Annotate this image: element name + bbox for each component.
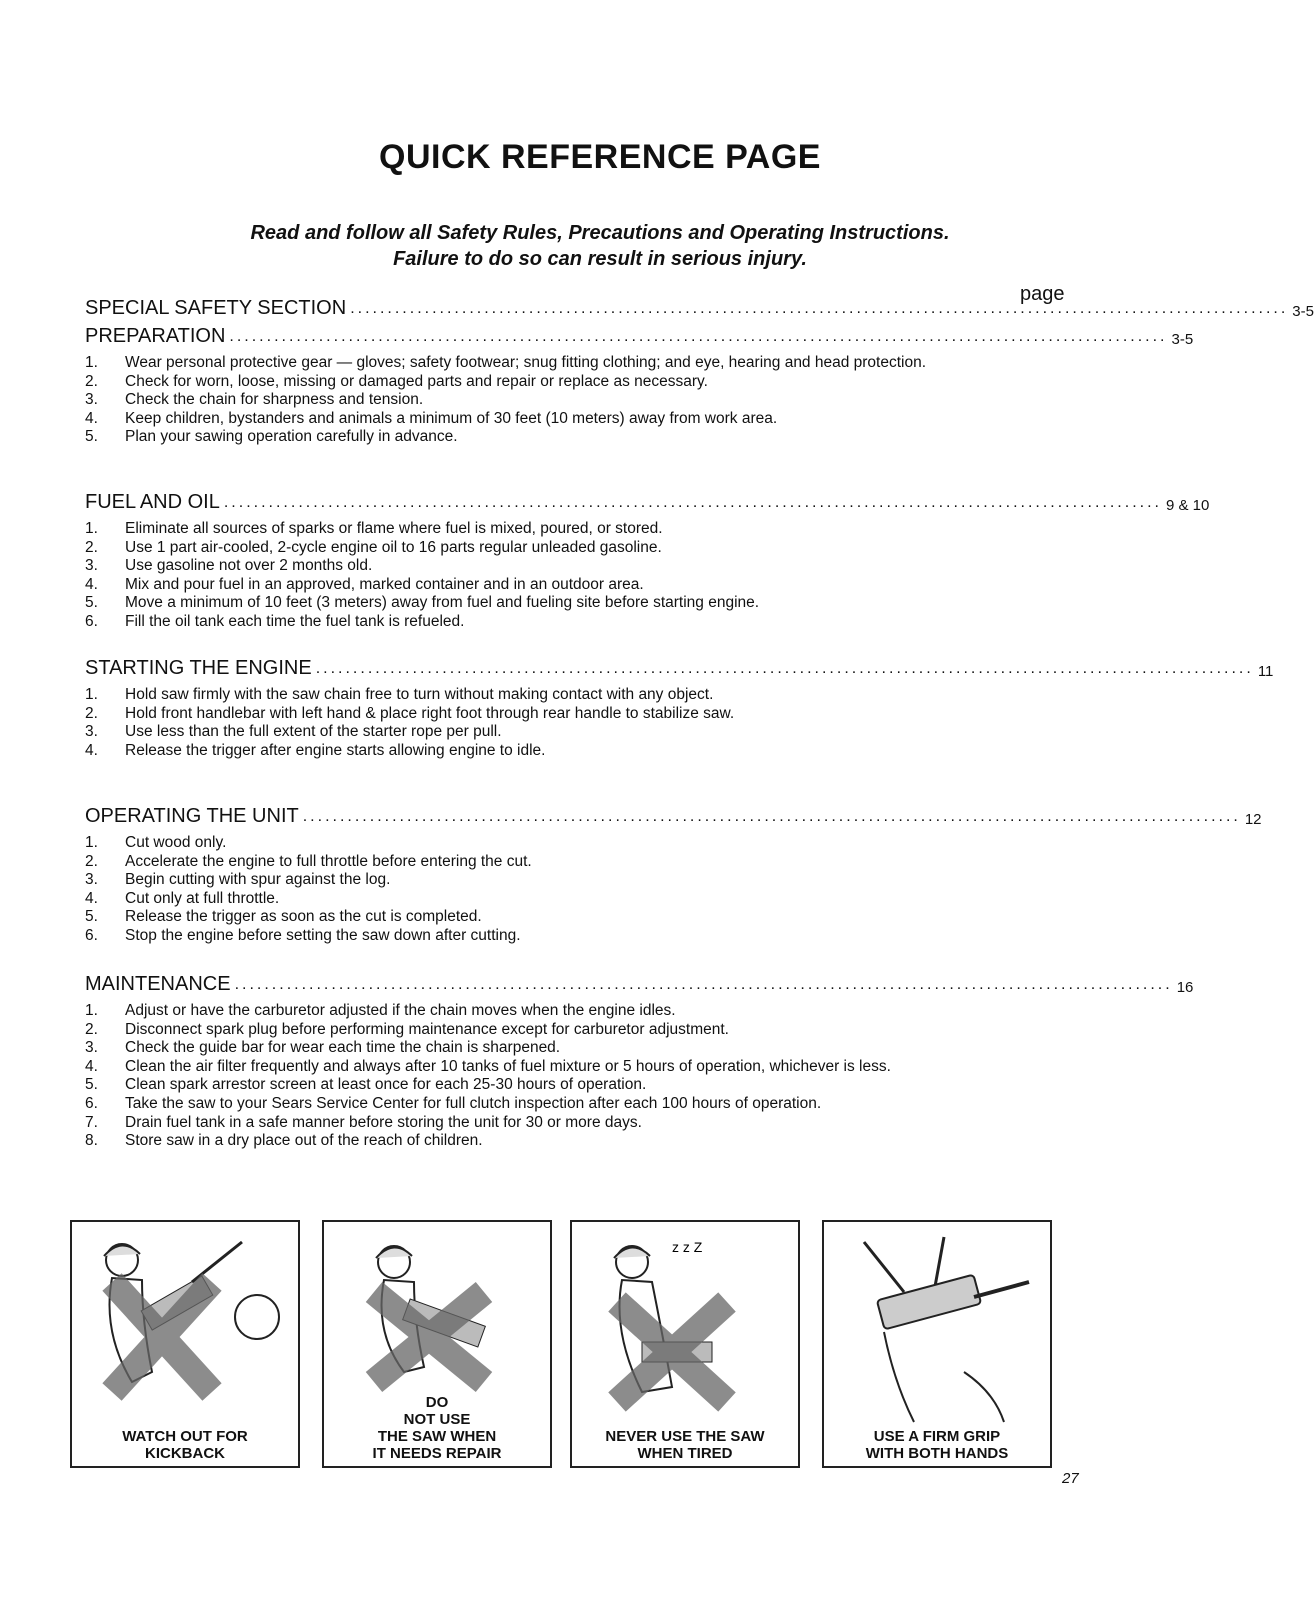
panel-caption: NEVER USE THE SAW WHEN TIRED bbox=[605, 1428, 765, 1462]
section-page: 16 bbox=[1176, 979, 1194, 996]
list-item: 1. Cut wood only. bbox=[85, 834, 227, 851]
list-item: 4. Release the trigger after engine starts allowing engine to idle. bbox=[85, 741, 546, 759]
list-item: 3. Check the chain for sharpness and tension. bbox=[85, 391, 424, 409]
section-operating-unit: OPERATING THE UNIT .............................................................................................................................. 12 1. Cut wood only. 2. Accelerate the engine to full throttle before entering the cut. 3. Begin cutting with spur against the log. 4. Cut only at full throttle. 5. Release the trigger as soon as the cut is completed. 6. Stop the engine before setting the saw down after cutting. bbox=[85, 805, 1262, 944]
list-item: 2. Accelerate the engine to full throttle before entering the cut. bbox=[85, 852, 532, 870]
list-item: 7. Drain fuel tank in a safe manner before storing the unit for 30 or more days. bbox=[85, 1113, 642, 1131]
panel-caption: DO NOT USE THE SAW WHEN IT NEEDS REPAIR bbox=[372, 1394, 502, 1462]
page-column-label: page bbox=[1020, 283, 1065, 305]
list-item: 1. Eliminate all sources of sparks or flame where fuel is mixed, poured, or stored. bbox=[85, 520, 663, 537]
section-maintenance: MAINTENANCE .............................................................................................................................. 16 1. Adjust or have the carburetor adjusted if the chain moves when the engine idles. 2. Disconnect spark plug before performing maintenance except for carburetor adjustment. 3. Check the guide bar for wear each time the chain is sharpened. 4. Clean the air filter frequently and always after 10 tanks of fuel mixture or 5 hours of operation, whichever is less. 5. Clean spark arrestor screen at least once for each 25-30 hours of operation. 6. Take the saw to your Sears Service Center for full clutch inspection after each 100 hours of operation. 7. Drain fuel tank in a safe manner before storing the unit for 30 or more days. 8. Store saw in a dry place out of the reach of children. bbox=[85, 973, 1194, 1150]
warning-line-2: Failure to do so can result in serious injury. bbox=[393, 248, 807, 270]
list-item: 5. Plan your sawing operation carefully in advance. bbox=[85, 428, 458, 446]
section-title: FUEL AND OIL bbox=[85, 491, 220, 513]
section-special-safety: SPECIAL SAFETY SECTION .............................................................................................................................. 3-5 bbox=[85, 297, 1314, 320]
page-number: 27 bbox=[1062, 1470, 1079, 1487]
section-title: SPECIAL SAFETY SECTION bbox=[85, 297, 347, 319]
svg-text:z z Z: z z Z bbox=[672, 1239, 703, 1255]
list-item: 4. Mix and pour fuel in an approved, marked container and in an outdoor area. bbox=[85, 575, 644, 593]
list-item: 4. Keep children, bystanders and animals a minimum of 30 feet (10 meters) away from work area. bbox=[85, 409, 778, 427]
section-page: 12 bbox=[1244, 811, 1262, 828]
panel-repair bbox=[322, 1220, 552, 1468]
section-title: MAINTENANCE bbox=[85, 973, 231, 995]
section-page: 3-5 bbox=[1171, 331, 1194, 348]
section-page: 11 bbox=[1257, 663, 1274, 680]
section-title: PREPARATION bbox=[85, 325, 226, 347]
list-item: 4. Cut only at full throttle. bbox=[85, 889, 280, 907]
list-item: 5. Clean spark arrestor screen at least once for each 25-30 hours of operation. bbox=[85, 1076, 647, 1094]
section-fuel-and-oil: FUEL AND OIL .............................................................................................................................. 9 & 10 1. Eliminate all sources of sparks or flame where fuel is mixed, poured, or stored. 2. Use 1 part air-cooled, 2-cycle engine oil to 16 parts regular unleaded gasoline. 3. Use gasoline not over 2 months old. 4. Mix and pour fuel in an approved, marked container and in an outdoor area. 5. Move a minimum of 10 feet (3 meters) away from fuel and fueling site before starting engine. 6. Fill the oil tank each time the fuel tank is refueled. bbox=[85, 491, 1210, 630]
panel-kickback bbox=[70, 1220, 300, 1468]
list-item: 1. Adjust or have the carburetor adjusted if the chain moves when the engine idles. bbox=[85, 1002, 676, 1019]
list-item: 3. Use gasoline not over 2 months old. bbox=[85, 557, 373, 575]
panel-firm-grip bbox=[822, 1220, 1052, 1468]
section-page: 9 & 10 bbox=[1165, 497, 1210, 514]
operating-list bbox=[85, 834, 1075, 946]
section-page: 3-5 bbox=[1292, 303, 1314, 320]
panel-tired bbox=[570, 1220, 800, 1468]
list-item: 2. Use 1 part air-cooled, 2-cycle engine oil to 16 parts regular unleaded gasoline. bbox=[85, 538, 662, 556]
list-item: 6. Fill the oil tank each time the fuel tank is refueled. bbox=[85, 612, 465, 630]
preparation-list bbox=[85, 354, 1075, 447]
safety-illustrations bbox=[70, 1220, 1060, 1470]
list-item: 3. Begin cutting with spur against the log. bbox=[85, 871, 391, 889]
panel-caption: USE A FIRM GRIP WITH BOTH HANDS bbox=[865, 1428, 1009, 1462]
list-item: 8. Store saw in a dry place out of the reach of children. bbox=[85, 1132, 483, 1150]
list-item: 1. Hold saw firmly with the saw chain free to turn without making contact with any object. bbox=[85, 686, 714, 703]
list-item: 1. Wear personal protective gear — gloves; safety footwear; snug fitting clothing; and eye, hearing and head protection. bbox=[85, 354, 927, 371]
list-item: 4. Clean the air filter frequently and always after 10 tanks of fuel mixture or 5 hours of operation, whichever is less. bbox=[85, 1057, 891, 1075]
list-item: 2. Hold front handlebar with left hand & place right foot through rear handle to stabilize saw. bbox=[85, 704, 735, 722]
section-starting-engine: STARTING THE ENGINE .............................................................................................................................. 11 1. Hold saw firmly with the saw chain free to turn without making contact with any object. 2. Hold front handlebar with left hand & place right foot through rear handle to stabilize saw. 3. Use less than the full extent of the starter rope per pull. 4. Release the trigger after engine starts allowing engine to idle. bbox=[85, 657, 1274, 759]
list-item: 3. Check the guide bar for wear each time the chain is sharpened. bbox=[85, 1039, 561, 1057]
warning-line-1: Read and follow all Safety Rules, Precautions and Operating Instructions. bbox=[250, 222, 950, 244]
panel-caption: WATCH OUT FOR KICKBACK bbox=[122, 1428, 248, 1462]
fuel-list bbox=[85, 520, 1075, 632]
maintenance-list bbox=[85, 1002, 1075, 1151]
starting-list bbox=[85, 686, 1075, 760]
safety-warning bbox=[0, 220, 1200, 272]
list-item: 2. Check for worn, loose, missing or damaged parts and repair or replace as necessary. bbox=[85, 372, 708, 390]
list-item: 2. Disconnect spark plug before performing maintenance except for carburetor adjustment. bbox=[85, 1020, 729, 1038]
section-title: OPERATING THE UNIT bbox=[85, 805, 299, 827]
list-item: 3. Use less than the full extent of the starter rope per pull. bbox=[85, 723, 502, 741]
list-item: 5. Move a minimum of 10 feet (3 meters) away from fuel and fueling site before starting engine. bbox=[85, 594, 760, 612]
page-title: QUICK REFERENCE PAGE bbox=[379, 138, 821, 176]
list-item: 6. Stop the engine before setting the saw down after cutting. bbox=[85, 926, 521, 944]
list-item: 5. Release the trigger as soon as the cut is completed. bbox=[85, 908, 482, 926]
list-item: 6. Take the saw to your Sears Service Center for full clutch inspection after each 100 hours of operation. bbox=[85, 1094, 822, 1112]
section-preparation: PREPARATION .............................................................................................................................. 3-5 1. Wear personal protective gear — gloves; safety footwear; snug fitting clothing; and eye, hearing and head protection. 2. Check for worn, loose, missing or damaged parts and repair or replace as necessary. 3. Check the chain for sharpness and tension. 4. Keep children, bystanders and animals a minimum of 30 feet (10 meters) away from work area. 5. Plan your sawing operation carefully in advance. bbox=[85, 325, 1194, 446]
section-title: STARTING THE ENGINE bbox=[85, 657, 312, 679]
